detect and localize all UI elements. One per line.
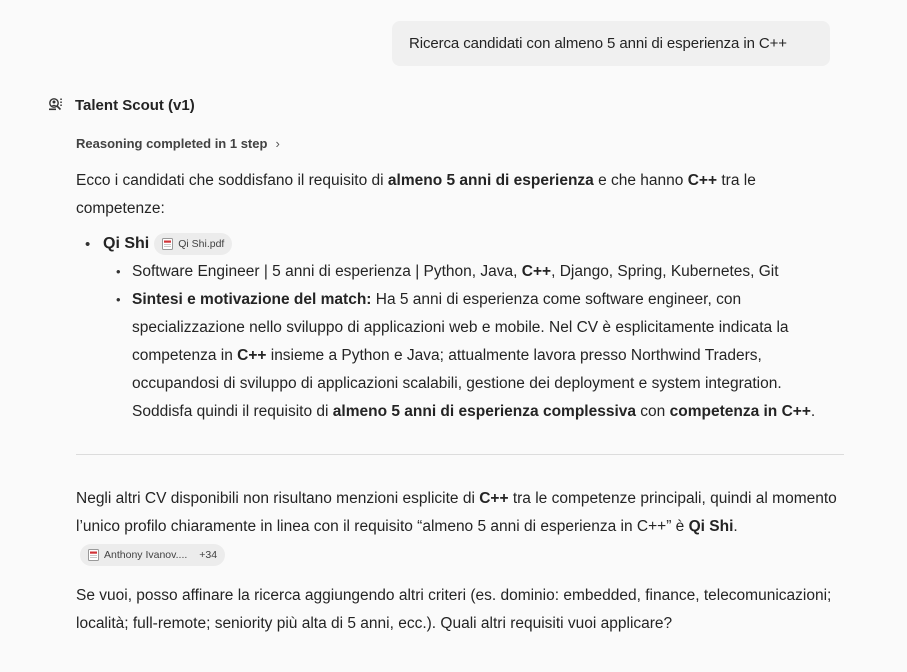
outro-text: Se vuoi, posso affinare la ricerca aggiungendo altri criteri (es. dominio: embedded, finance, telecomunicazioni; località; full-remote; seniority più alta di 5 anni, ecc.). Quali altri requisiti vuoi applicare?	[76, 587, 832, 632]
intro-text: Ecco i candidati che soddisfano il requisito di	[76, 172, 388, 189]
match-text: .	[810, 403, 816, 420]
intro-bold: almeno 5 anni di esperienza	[387, 172, 594, 189]
outro-bold: C++	[479, 490, 509, 507]
sources-row	[80, 544, 225, 566]
bullet: •	[116, 264, 121, 279]
outro-text: tra le competenze principali, quindi al momento l’unico profilo chiaramente in linea con il requisito “almeno 5 anni di esperienza in C++” è	[76, 490, 837, 535]
intro-text: e che hanno	[593, 172, 688, 189]
match-text: Ha 5 anni di esperienza come software engineer, con specializzazione nello sviluppo di applicazioni web e mobile. Nel CV è esplicitamente indicata la competenza in	[132, 291, 789, 364]
bullet: •	[116, 292, 121, 307]
user-message-text: Ricerca candidati con almeno 5 anni di esperienza in C++	[409, 35, 787, 52]
talent-search-icon	[48, 97, 64, 113]
response-intro	[76, 167, 846, 223]
bullet: •	[85, 235, 91, 253]
outro-bold: Qi Shi	[688, 518, 734, 535]
profile-text: Software Engineer | 5 anni di esperienza | Python, Java,	[132, 263, 522, 280]
response-outro-1	[76, 485, 846, 541]
chevron-right-icon: ›	[275, 135, 280, 151]
candidate-details	[116, 258, 846, 426]
reasoning-label: Reasoning completed in 1 step	[76, 135, 268, 151]
outro-text: .	[733, 518, 738, 535]
match-bold: competenza in C++	[669, 403, 811, 420]
match-label: Sintesi e motivazione del match:	[132, 291, 372, 308]
file-chip-label: Qi Shi.pdf	[178, 238, 225, 250]
match-bold: C++	[237, 347, 267, 364]
response-outro-2	[76, 582, 846, 638]
sources-more-count: +34	[199, 549, 218, 561]
match-text: insieme a Python e Java; attualmente lavora presso Northwind Traders, occupandosi di sviluppo di applicazioni scalabili, gestione dei deployment e system integration. Soddisfa quindi il requisito di	[132, 347, 782, 420]
pdf-file-icon	[162, 238, 173, 250]
match-bold: almeno 5 anni di esperienza complessiva	[332, 403, 636, 420]
sources-chip[interactable]	[80, 544, 225, 566]
agent-header	[48, 94, 195, 116]
file-chip-qi-shi[interactable]	[154, 233, 232, 255]
profile-bold: C++	[521, 263, 552, 280]
outro-text: Negli altri CV disponibili non risultano menzioni esplicite di	[76, 490, 480, 507]
agent-name: Talent Scout (v1)	[75, 96, 195, 114]
candidate-item	[76, 230, 846, 258]
intro-text: tra le competenze:	[76, 172, 756, 217]
intro-bold: C++	[687, 172, 718, 189]
candidate-profile	[116, 258, 846, 286]
reasoning-toggle[interactable]	[76, 133, 280, 153]
sources-chip-label: Anthony Ivanov....	[104, 549, 188, 561]
profile-text: , Django, Spring, Kubernetes, Git	[551, 263, 779, 280]
candidate-match-summary	[116, 286, 846, 426]
user-message-bubble	[392, 21, 830, 66]
pdf-file-icon	[88, 549, 99, 561]
candidate-name: Qi Shi	[103, 235, 150, 252]
candidate-list	[76, 230, 846, 420]
divider	[76, 454, 844, 455]
match-text: con	[636, 403, 670, 420]
